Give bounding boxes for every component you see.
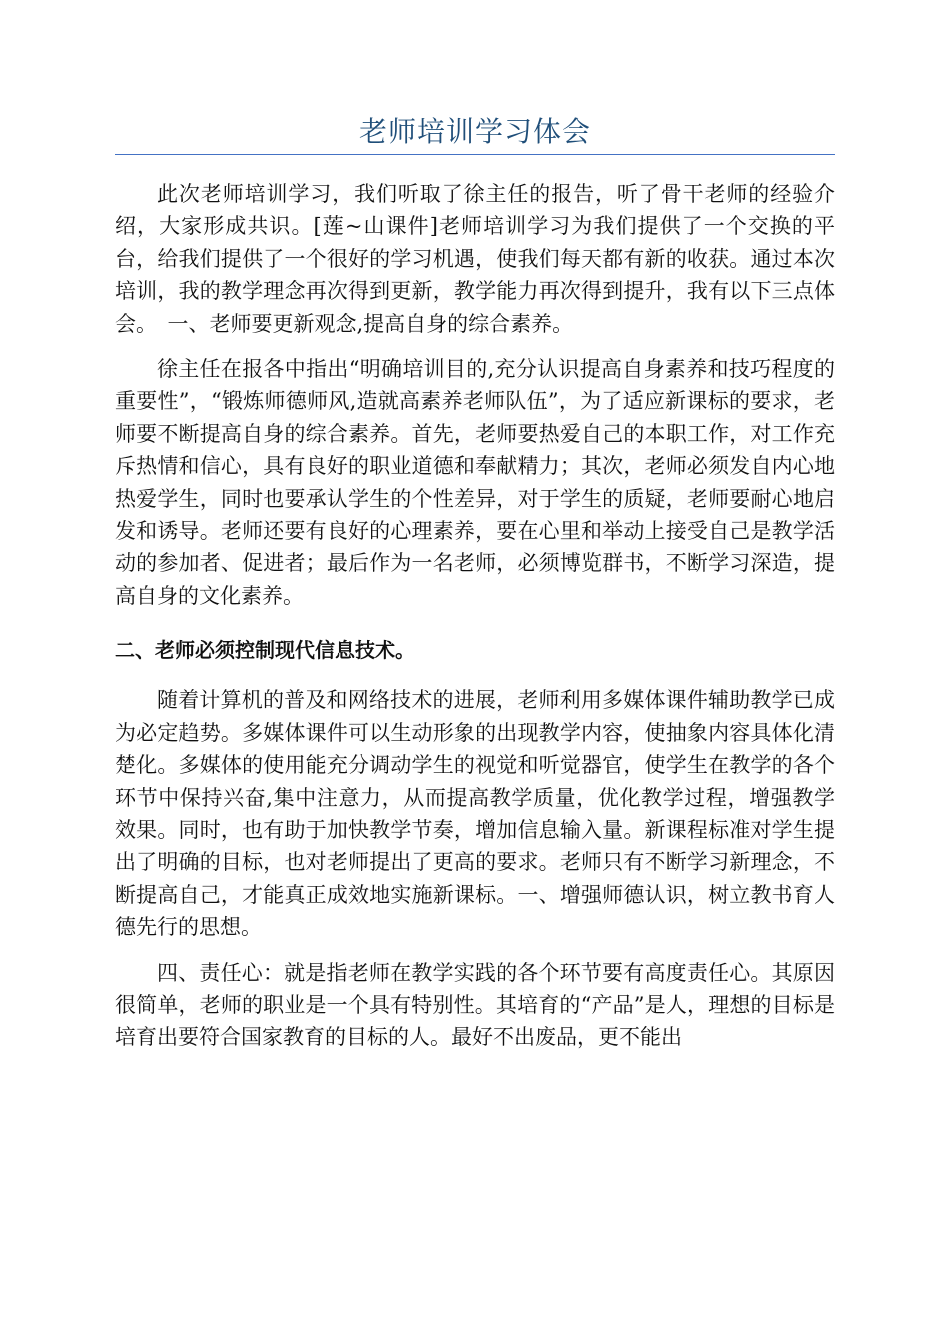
paragraph-literacy: 徐主任在报各中指出“明确培训目的,充分认识提高自身素养和技巧程度的重要性”，“锻炼师德师风,造就高素养老师队伍”，为了适应新课标的要求，老师要不断提高自身的综合素养。首先，老师要热爱自己的本职工作，对工作充斥热情和信心，具有良好的职业道德和奉献精力；其次，老师必须发自内心地热爱学生，同时也要承认学生的个性差异，对于学生的质疑，老师要耐心地启发和诱导。老师还要有良好的心理素养，要在心里和举动上接受自己是教学活动的参加者、促进者；最后作为一名老师，必须博览群书，不断学习深造，提高自身的文化素养。 xyxy=(115,357,835,608)
paragraph-responsibility: 四、责任心：就是指老师在教学实践的各个环节要有高度责任心。其原因很简单，老师的职业是一个具有特别性。其培育的“产品”是人，理想的目标是培育出要符合国家教育的目标的人。最好不出废品，更不能出 xyxy=(115,960,835,1050)
paragraph-intro: 此次老师培训学习，我们听取了徐主任的报告，听了骨干老师的经验介绍，大家形成共识。[莲~山课件]老师培训学习为我们提供了一个交换的平台，给我们提供了一个很好的学习机遇，使我们每天都有新的收获。通过本次培训，我的教学理念再次得到更新，教学能力再次得到提升，我有以下三点体会。 一、老师要更新观念,提高自身的综合素养。 xyxy=(115,182,835,336)
title-block xyxy=(115,112,835,152)
title-underline xyxy=(115,154,835,155)
document-title: 老师培训学习体会 xyxy=(358,115,591,148)
paragraph-technology: 随着计算机的普及和网络技术的进展，老师利用多媒体课件辅助教学已成为必定趋势。多媒体课件可以生动形象的出现教学内容，使抽象内容具体化清楚化。多媒体的使用能充分调动学生的视觉和听觉器官，使学生在教学的各个环节中保持兴奋,集中注意力，从而提高教学质量，优化教学过程，增强教学效果。同时，也有助于加快教学节奏，增加信息输入量。新课程标准对学生提出了明确的目标，也对老师提出了更高的要求。老师只有不断学习新理念，不断提高自己，才能真正成效地实施新课标。一、增强师德认识，树立教书育人德先行的思想。 xyxy=(115,688,835,940)
document-body xyxy=(115,178,835,1067)
section-heading-2: 二、老师必须控制现代信息技术。 xyxy=(115,638,415,663)
